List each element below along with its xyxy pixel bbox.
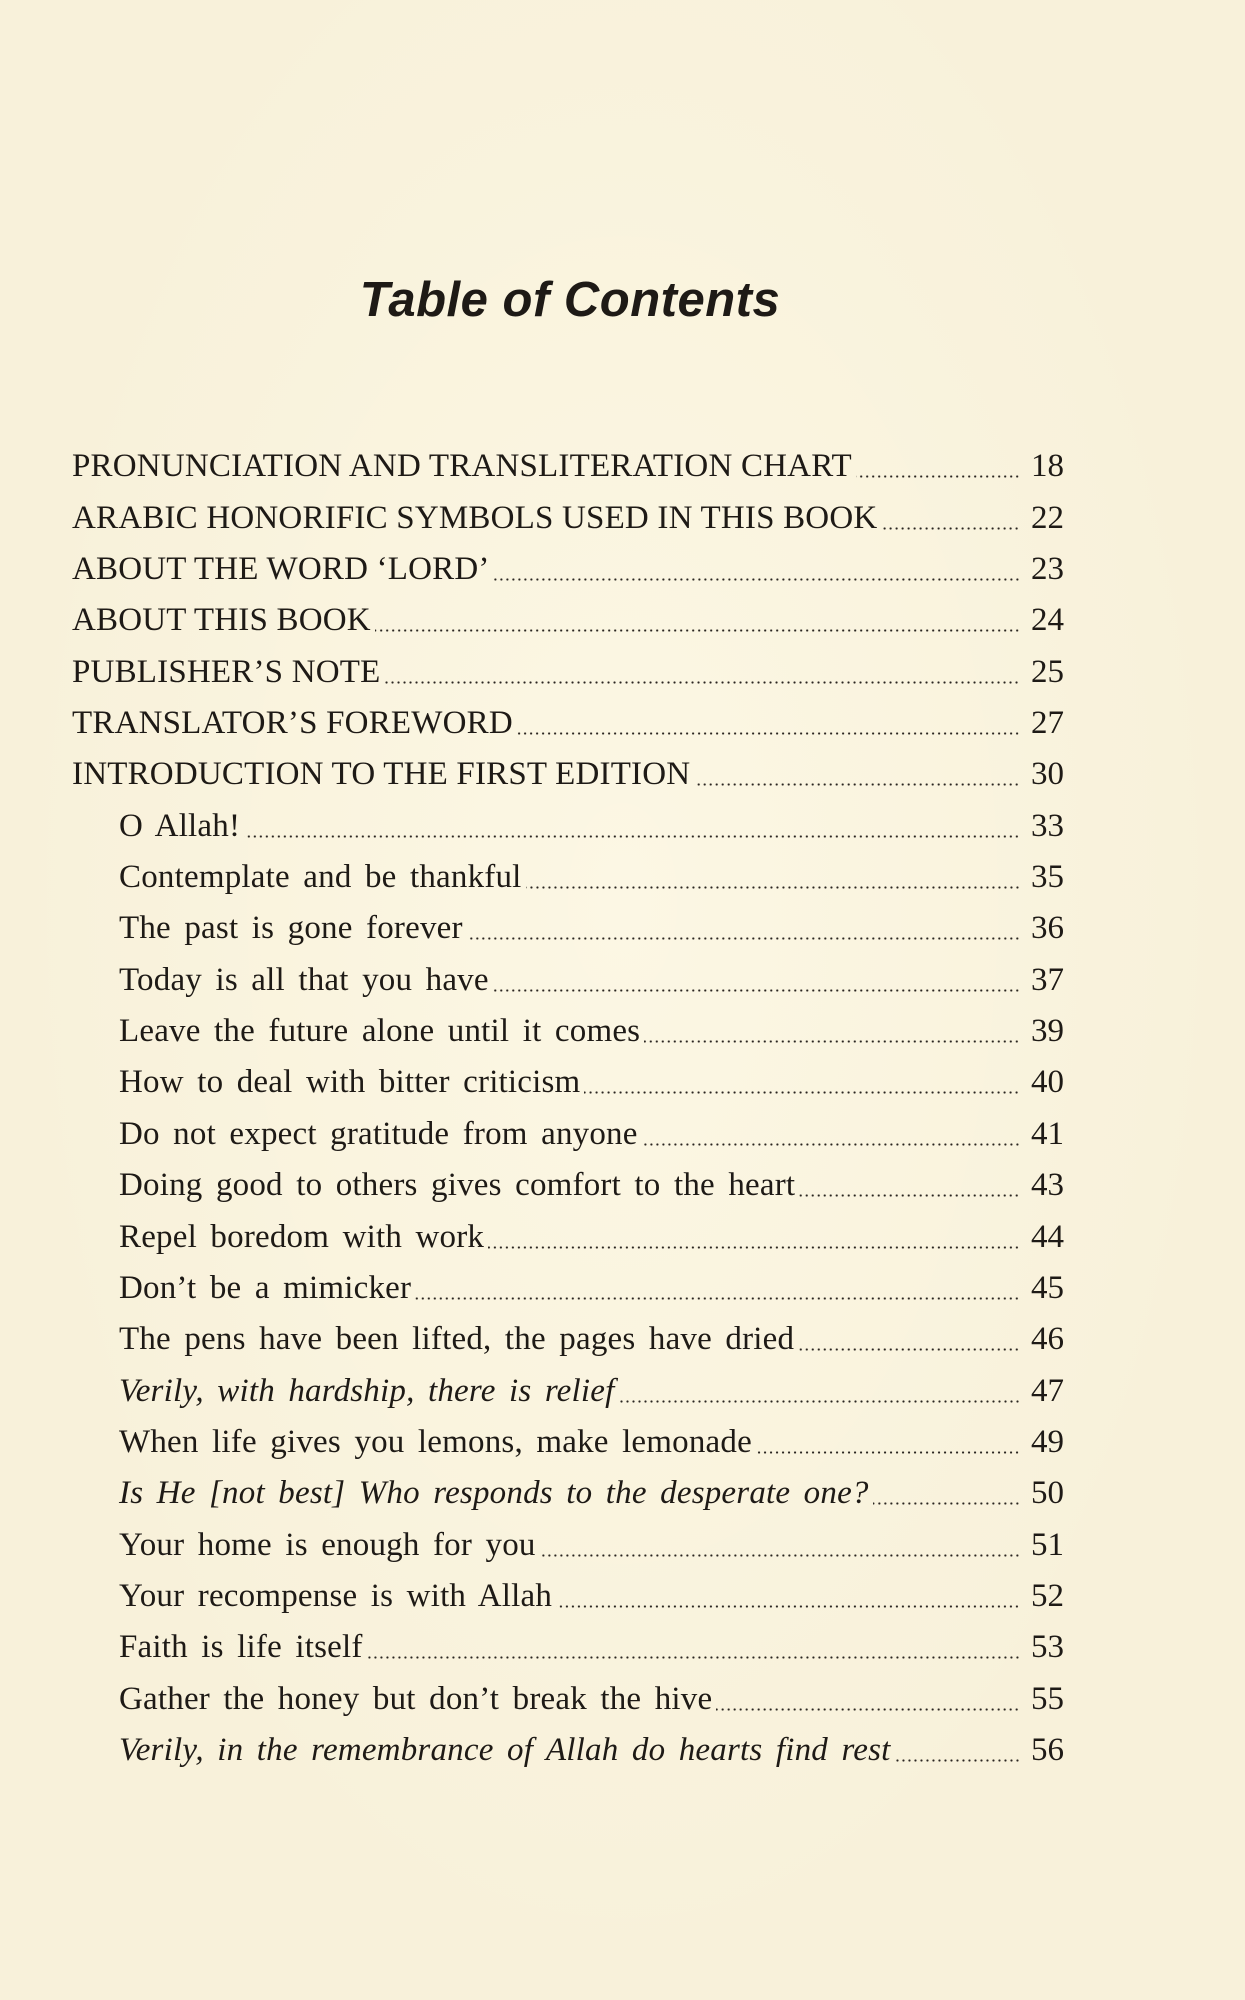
toc-entry-page-number: 40 [1031, 1064, 1064, 1101]
toc-entry [72, 1362, 1064, 1413]
toc-entry [72, 1260, 1064, 1311]
toc-entry [72, 1516, 1064, 1567]
toc-entry-title: PUBLISHER’S NOTE [72, 653, 381, 690]
toc-entry [72, 1619, 1064, 1670]
dot-leader [367, 1656, 1020, 1659]
dot-leader [619, 1400, 1021, 1403]
toc-entry-page-number: 23 [1031, 551, 1064, 588]
toc-entry-title: The pens have been lifted, the pages have dried [119, 1321, 795, 1358]
toc-entry [72, 1157, 1064, 1208]
toc-entry-title: Doing good to others gives comfort to the heart [119, 1167, 796, 1204]
toc-entry-title: Today is all that you have [119, 961, 489, 998]
toc-entry-title: PRONUNCIATION AND TRANSLITERATION CHART [72, 448, 852, 485]
dot-leader [856, 475, 1020, 478]
toc-entry-title: Don’t be a mimicker [119, 1269, 412, 1306]
toc-entry-page-number: 47 [1031, 1372, 1064, 1409]
toc-entry [72, 900, 1064, 951]
page-title: Table of Contents [359, 273, 781, 327]
toc-entry [72, 849, 1064, 900]
toc-entry-title: ABOUT THE WORD ‘LORD’ [72, 551, 490, 588]
dot-leader [756, 1451, 1020, 1454]
toc-entry-page-number: 35 [1031, 859, 1064, 896]
toc-entry-title: Your recompense is with Allah [119, 1577, 553, 1614]
dot-leader [799, 1194, 1020, 1197]
table-of-contents-list [72, 438, 1064, 1773]
dot-leader [415, 1297, 1020, 1300]
dot-leader [494, 578, 1020, 581]
toc-entry [72, 541, 1064, 592]
toc-entry-page-number: 39 [1031, 1013, 1064, 1050]
toc-entry-page-number: 33 [1031, 807, 1064, 844]
toc-entry [72, 1465, 1064, 1516]
toc-entry-page-number: 50 [1031, 1475, 1064, 1512]
toc-entry-page-number: 44 [1031, 1218, 1064, 1255]
dot-leader [644, 1040, 1020, 1043]
dot-leader [467, 937, 1020, 940]
toc-entry [72, 1670, 1064, 1721]
toc-entry-page-number: 49 [1031, 1423, 1064, 1460]
toc-entry [72, 1722, 1064, 1773]
toc-entry-page-number: 46 [1031, 1321, 1064, 1358]
dot-leader [881, 527, 1020, 530]
toc-entry-title: How to deal with bitter criticism [119, 1064, 581, 1101]
toc-entry-page-number: 43 [1031, 1167, 1064, 1204]
dot-leader [526, 886, 1020, 889]
toc-entry [72, 489, 1064, 540]
toc-entry-title: Repel boredom with work [119, 1218, 485, 1255]
toc-entry-title: ARABIC HONORIFIC SYMBOLS USED IN THIS BOOK [72, 499, 878, 536]
dot-leader [375, 629, 1020, 632]
toc-entry-page-number: 22 [1031, 499, 1064, 536]
toc-entry-title: The past is gone forever [119, 910, 463, 947]
toc-entry [72, 592, 1064, 643]
dot-leader [873, 1502, 1020, 1505]
toc-entry-title: Contemplate and be thankful [119, 859, 522, 896]
dot-leader [384, 681, 1020, 684]
toc-entry-page-number: 53 [1031, 1629, 1064, 1666]
dot-leader [642, 1143, 1020, 1146]
toc-entry-page-number: 24 [1031, 602, 1064, 639]
toc-entry [72, 1003, 1064, 1054]
toc-entry-title: Is He [not best] Who responds to the desperate one? [119, 1475, 869, 1512]
toc-entry-page-number: 30 [1031, 756, 1064, 793]
toc-entry-page-number: 52 [1031, 1577, 1064, 1614]
toc-entry [72, 1414, 1064, 1465]
toc-entry-page-number: 51 [1031, 1526, 1064, 1563]
dot-leader [517, 732, 1020, 735]
toc-entry [72, 1105, 1064, 1156]
toc-entry [72, 643, 1064, 694]
dot-leader [694, 783, 1020, 786]
toc-entry-page-number: 36 [1031, 910, 1064, 947]
toc-entry-page-number: 25 [1031, 653, 1064, 690]
toc-entry-title: Do not expect gratitude from anyone [119, 1115, 638, 1152]
dot-leader [540, 1554, 1020, 1557]
toc-entry [72, 797, 1064, 848]
toc-entry-title: Faith is life itself [119, 1629, 363, 1666]
toc-entry-title: When life gives you lemons, make lemonade [119, 1423, 752, 1460]
toc-entry-page-number: 37 [1031, 961, 1064, 998]
toc-entry [72, 951, 1064, 1002]
toc-entry [72, 1054, 1064, 1105]
dot-leader [895, 1759, 1020, 1762]
toc-entry-page-number: 55 [1031, 1680, 1064, 1717]
toc-entry-page-number: 18 [1031, 448, 1064, 485]
toc-entry-title: Your home is enough for you [119, 1526, 536, 1563]
toc-entry-title: Leave the future alone until it comes [119, 1013, 641, 1050]
dot-leader [244, 835, 1020, 838]
toc-entry-title: Gather the honey but don’t break the hive [119, 1680, 713, 1717]
toc-entry [72, 1208, 1064, 1259]
dot-leader [488, 1246, 1020, 1249]
toc-entry-page-number: 41 [1031, 1115, 1064, 1152]
toc-entry [72, 1568, 1064, 1619]
dot-leader [493, 989, 1020, 992]
toc-entry-page-number: 45 [1031, 1269, 1064, 1306]
toc-entry-title: TRANSLATOR’S FOREWORD [72, 705, 513, 742]
toc-entry-title: Verily, with hardship, there is relief [119, 1372, 615, 1409]
toc-entry-title: O Allah! [119, 807, 241, 844]
toc-entry-title: INTRODUCTION TO THE FIRST EDITION [72, 756, 691, 793]
toc-entry-page-number: 27 [1031, 705, 1064, 742]
toc-entry [72, 438, 1064, 489]
toc-entry-page-number: 56 [1031, 1731, 1064, 1768]
toc-entry-title: ABOUT THIS BOOK [72, 602, 371, 639]
dot-leader [798, 1348, 1020, 1351]
toc-entry [72, 695, 1064, 746]
dot-leader [716, 1708, 1020, 1711]
dot-leader [556, 1605, 1020, 1608]
toc-entry [72, 1311, 1064, 1362]
dot-leader [584, 1091, 1020, 1094]
toc-entry-title: Verily, in the remembrance of Allah do hearts find rest [119, 1731, 891, 1768]
toc-entry [72, 746, 1064, 797]
